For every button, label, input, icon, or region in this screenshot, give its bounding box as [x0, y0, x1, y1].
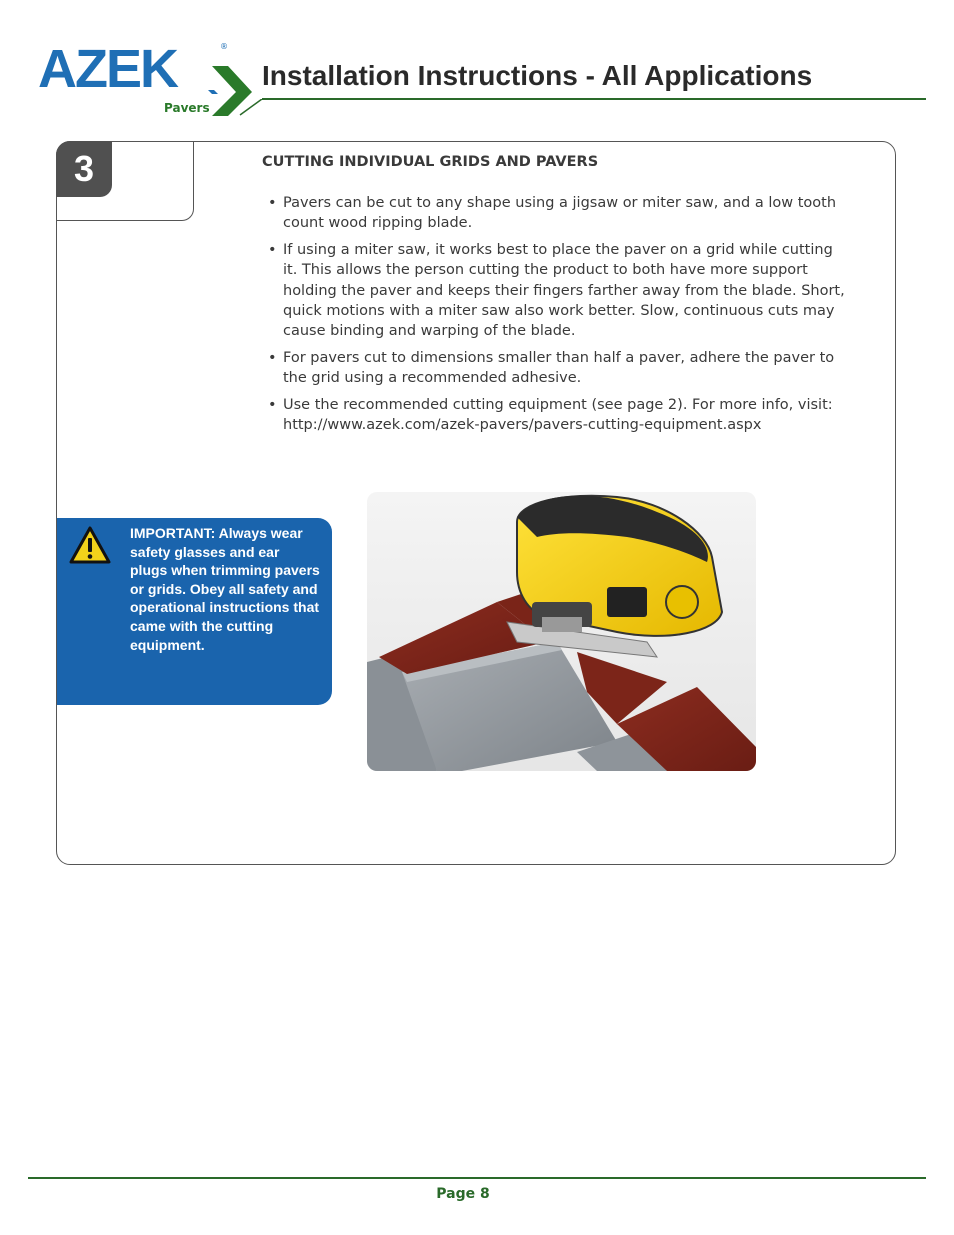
- list-item: • Use the recommended cutting equipment (see page 2). For more info, visit: http://www.azek.com/azek-pavers/pavers-cutting-equipment.aspx: [266, 395, 846, 436]
- logo-subtitle: Pavers: [164, 101, 210, 115]
- photo-illustration: [367, 492, 756, 771]
- header-divider-line: [262, 98, 926, 100]
- logo-wordmark: AZEK: [38, 39, 177, 99]
- footer-divider-line: [28, 1177, 926, 1179]
- list-item: • If using a miter saw, it works best to place the paver on a grid while cutting it. This allows the person cutting the product to both have more support holding the paver and keeps their fingers farther away from the blade. Short, quick motions with a miter saw also work better. Slow, continuous cuts may cause binding and warping of the blade.: [266, 240, 846, 341]
- logo-registered-mark: ®: [220, 42, 228, 51]
- page-title: Installation Instructions - All Applications: [262, 60, 813, 91]
- jigsaw-paver-photo: [367, 492, 756, 771]
- azek-logo: [36, 40, 256, 122]
- safety-warning-box: [57, 518, 332, 705]
- warning-text: IMPORTANT: Always wear safety glasses and ear plugs when trimming pavers or grids. Obey all safety and operational instructions that came with the cutting equipment.: [130, 525, 320, 653]
- section-title: CUTTING INDIVIDUAL GRIDS AND PAVERS: [262, 154, 599, 170]
- header-divider-slash: [238, 99, 264, 117]
- list-item: • For pavers cut to dimensions smaller than half a paver, adhere the paver to the grid using a recommended adhesive.: [266, 348, 846, 389]
- page-number: Page 8: [436, 1186, 490, 1202]
- list-item: • Pavers can be cut to any shape using a jigsaw or miter saw, and a low tooth count wood ripping blade.: [266, 193, 846, 234]
- warning-triangle-icon: [69, 526, 111, 564]
- step-number: 3: [56, 141, 112, 197]
- instruction-list: [266, 193, 846, 442]
